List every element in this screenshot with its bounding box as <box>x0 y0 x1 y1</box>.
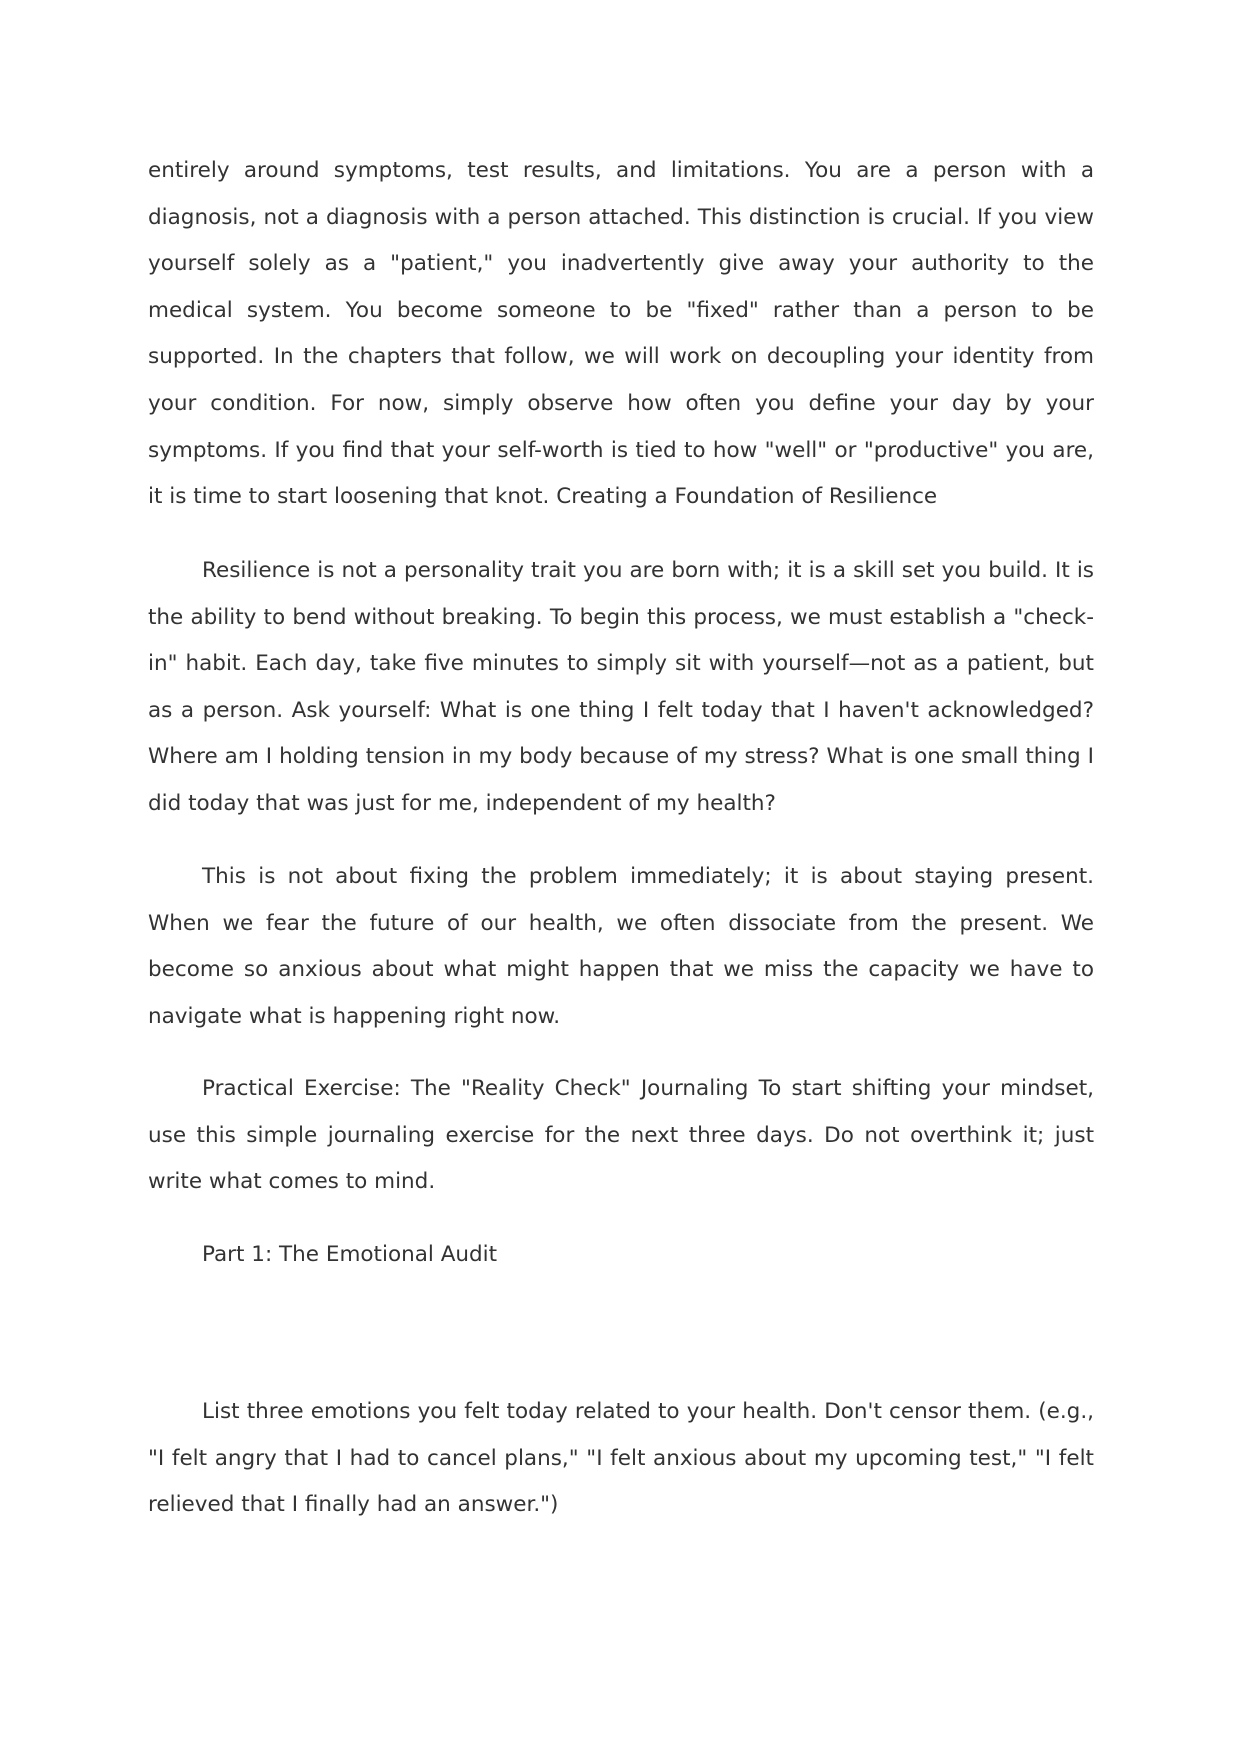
body-paragraph: This is not about fixing the problem immediately; it is about staying present. When we fear the future of our health, we often dissociate from the present. We become so anxious about what might happen that we miss the capacity we have to navigate what is happening right now. <box>148 864 1094 1029</box>
body-paragraph: Resilience is not a personality trait you are born with; it is a skill set you build. It is the ability to bend without breaking. To begin this process, we must establish a "check-in" habit. Each day, take five minutes to simply sit with yourself—not as a patient, but as a person. Ask yourself: What is one thing I felt today that I haven't acknowledged? Where am I holding tension in my body because of my stress? What is one small thing I did today that was just for me, independent of my health? <box>148 558 1094 816</box>
body-paragraph: Practical Exercise: The "Reality Check" Journaling To start shifting your mindset, use this simple journaling exercise for the next three days. Do not overthink it; just write what comes to mind. <box>148 1076 1094 1195</box>
body-paragraph: List three emotions you felt today related to your health. Don't censor them. (e.g., "I felt angry that I had to cancel plans," "I felt anxious about my upcoming test," "I felt relieved that I finally had an answer.") <box>148 1399 1094 1518</box>
section-heading: Part 1: The Emotional Audit <box>202 1242 498 1267</box>
body-paragraph: entirely around symptoms, test results, and limitations. You are a person with a diagnosis, not a diagnosis with a person attached. This distinction is crucial. If you view yourself solely as a "patient," you inadvertently give away your authority to the medical system. You become someone to be "fixed" rather than a person to be supported. In the chapters that follow, we will work on decoupling your identity from your condition. For now, simply observe how often you define your day by your symptoms. If you find that your self-worth is tied to how "well" or "productive" you are, it is time to start loosening that knot. Creating a Foundation of Resilience <box>148 158 1094 510</box>
